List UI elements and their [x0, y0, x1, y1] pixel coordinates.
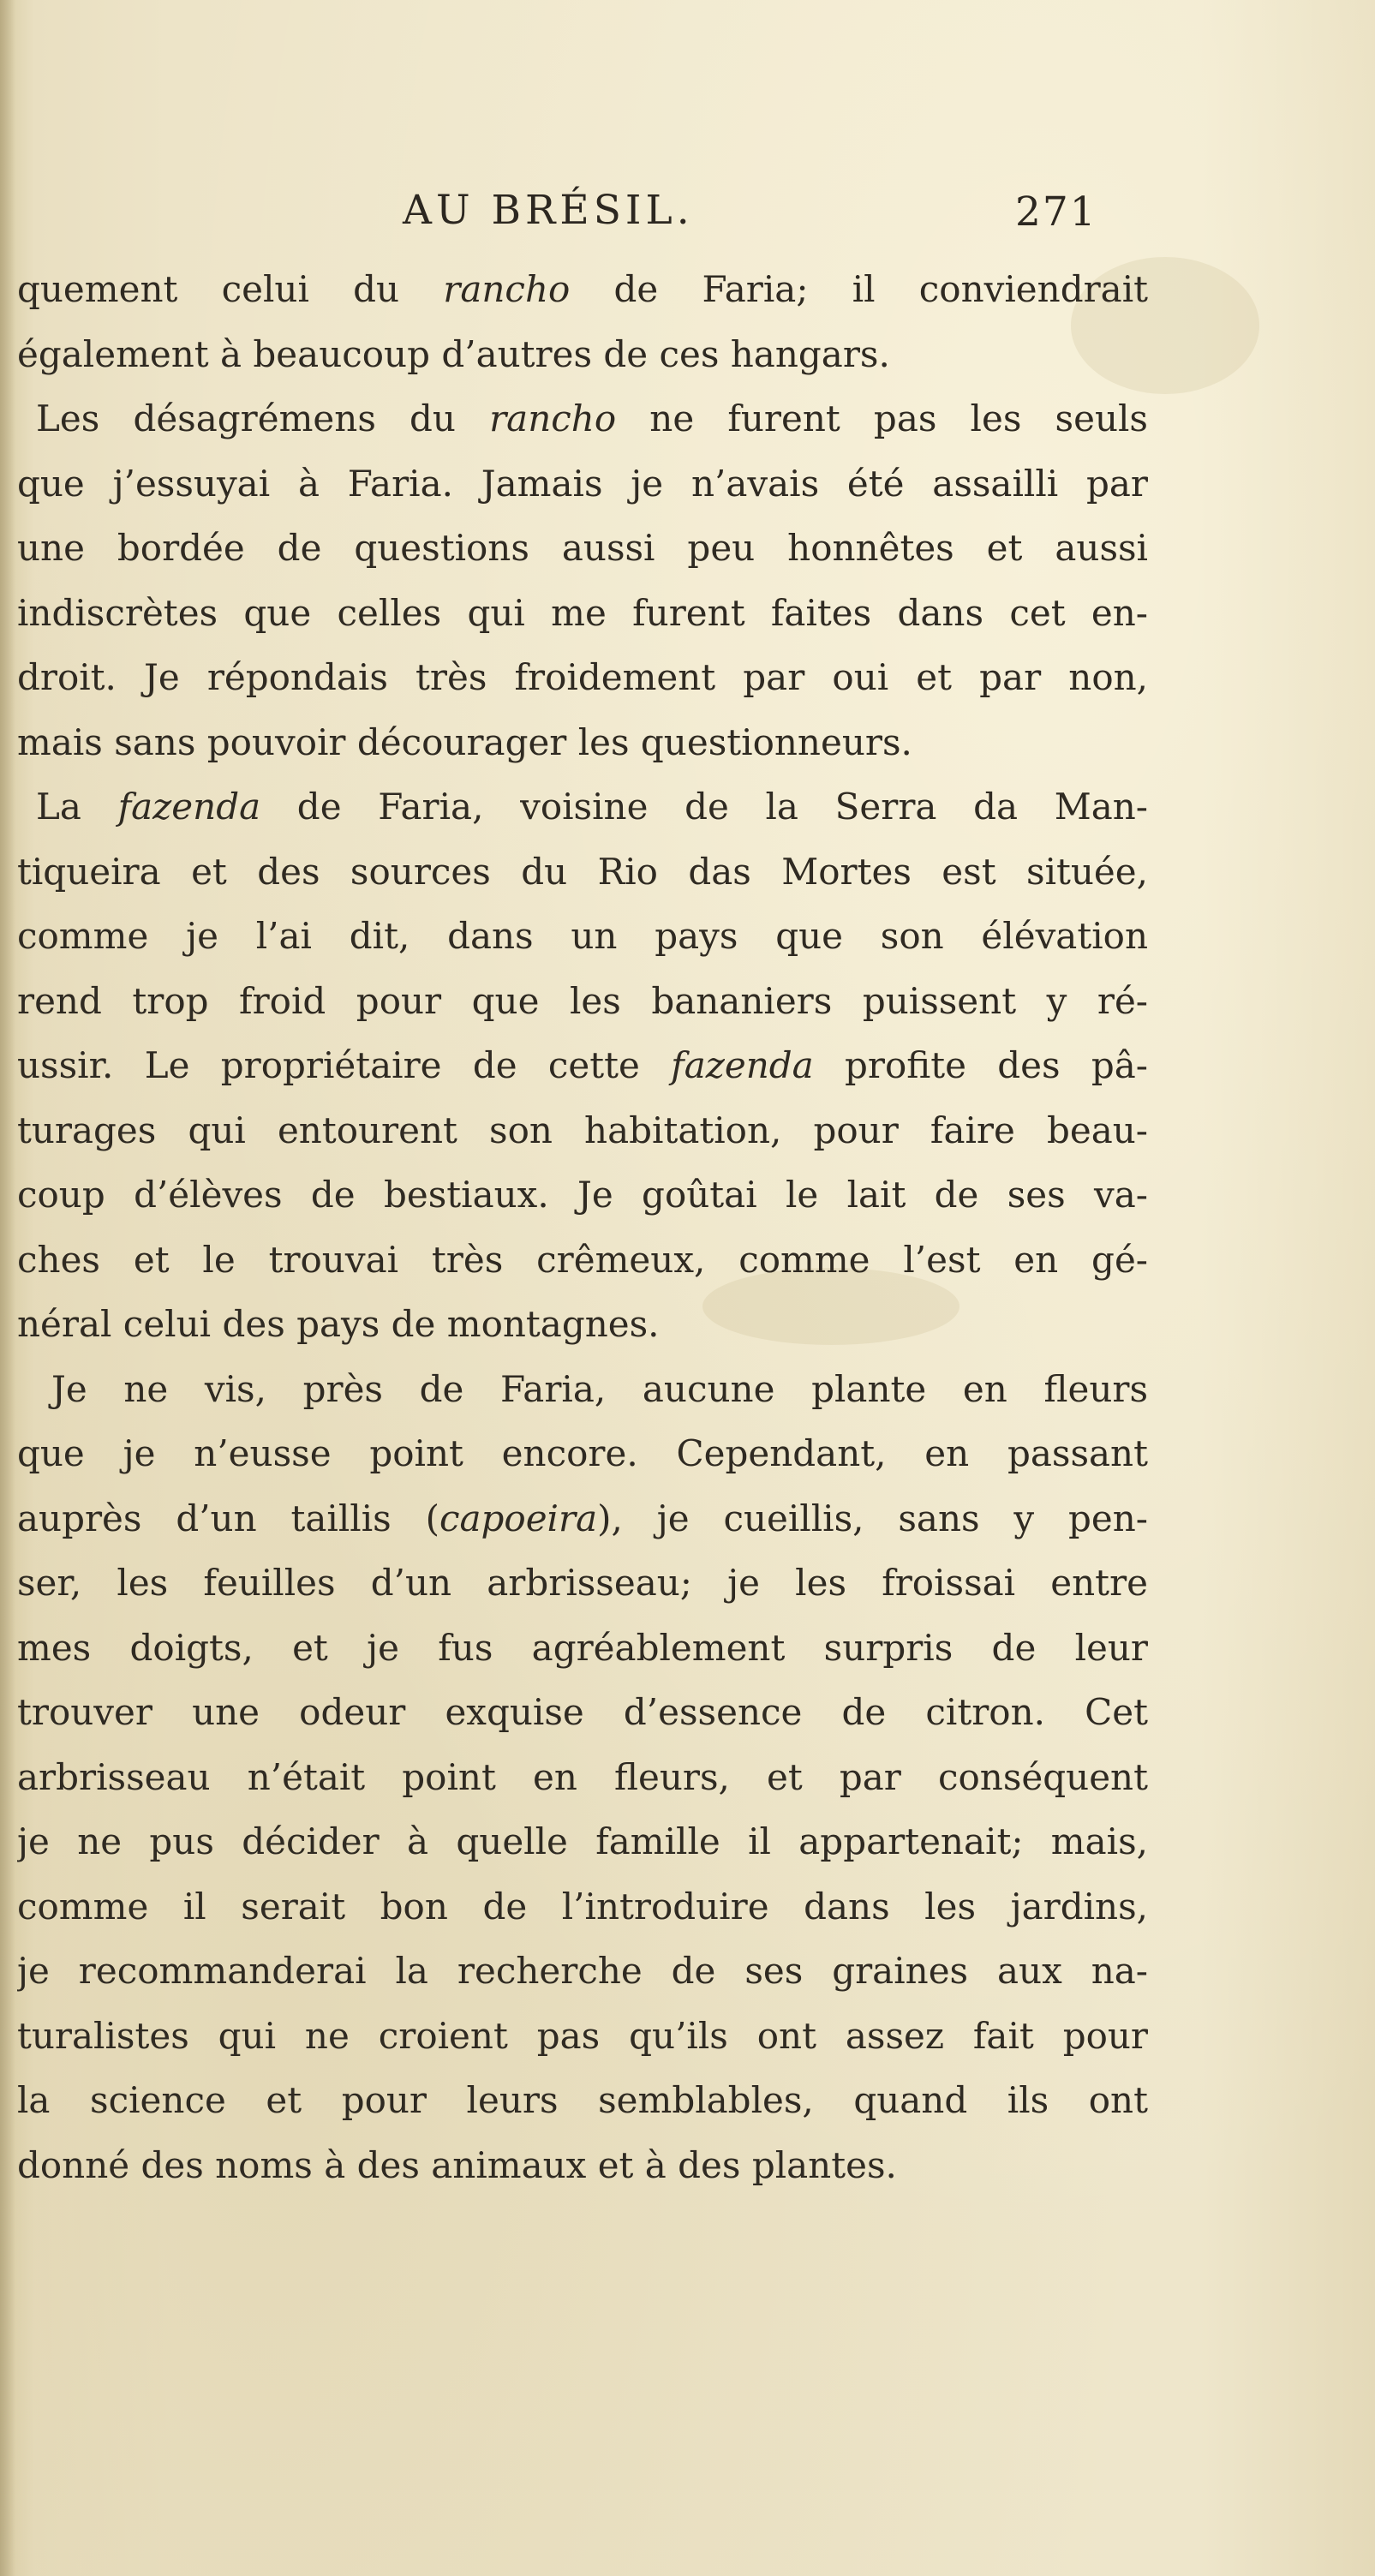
- text-line: donné des noms à des animaux et à des plantes.: [17, 2143, 897, 2186]
- running-head: AU BRÉSIL.: [403, 187, 694, 234]
- text-line: que j’essuyai à Faria. Jamais je n’avais été assailli par: [17, 462, 1148, 505]
- text-line: quement celui du rancho de Faria; il conviendrait: [17, 268, 1148, 310]
- text-line: indiscrètes que celles qui me furent faites dans cet en-: [17, 591, 1148, 634]
- text-line: également à beaucoup d’autres de ces hangars.: [17, 332, 890, 375]
- paragraph-first-line: La fazenda de Faria, voisine de la Serra da Man-: [36, 786, 1148, 828]
- text-line: comme je l’ai dit, dans un pays que son élévation: [17, 915, 1148, 957]
- text-line: comme il serait bon de l’introduire dans les jardins,: [17, 1885, 1148, 1928]
- text-line: ser, les feuilles d’un arbrisseau; je les froissai entre: [17, 1562, 1148, 1604]
- text-line: turages qui entourent son habitation, pour faire beau-: [17, 1109, 1148, 1151]
- text-line: arbrisseau n’était point en fleurs, et par conséquent: [17, 1755, 1148, 1798]
- text-line: droit. Je répondais très froidement par oui et par non,: [17, 656, 1148, 698]
- text-line: rend trop froid pour que les bananiers puissent y ré-: [17, 979, 1148, 1022]
- text-line: ussir. Le propriétaire de cette fazenda profite des pâ-: [17, 1044, 1148, 1086]
- text-line: mes doigts, et je fus agréablement surpris de leur: [17, 1626, 1148, 1669]
- text-line: que je n’eusse point encore. Cependant, en passant: [17, 1432, 1148, 1474]
- text-line: néral celui des pays de montagnes.: [17, 1303, 660, 1345]
- body-text: [17, 257, 1148, 2197]
- text-line: mais sans pouvoir décourager les questionneurs.: [17, 720, 912, 763]
- text-line: tiqueira et des sources du Rio das Mortes est située,: [17, 850, 1148, 893]
- paragraph-first-line: Les désagrémens du rancho ne furent pas les seuls: [36, 397, 1148, 439]
- text-line: je recommanderai la recherche de ses graines aux na-: [17, 1950, 1148, 1992]
- text-line: coup d’élèves de bestiaux. Je goûtai le lait de ses va-: [17, 1174, 1148, 1216]
- text-line: trouver une odeur exquise d’essence de citron. Cet: [17, 1691, 1148, 1733]
- text-line: auprès d’un taillis (capoeira), je cueillis, sans y pen-: [17, 1497, 1148, 1539]
- page-number: 271: [1015, 188, 1097, 236]
- text-line: turalistes qui ne croient pas qu’ils ont assez fait pour: [17, 2014, 1148, 2057]
- text-line: une bordée de questions aussi peu honnêtes et aussi: [17, 527, 1148, 569]
- page-gutter-shadow: [0, 0, 15, 2576]
- paragraph-first-line: Je ne vis, près de Faria, aucune plante en fleurs: [51, 1367, 1148, 1410]
- text-line: ches et le trouvai très crêmeux, comme l’est en gé-: [17, 1238, 1148, 1281]
- page-header: [0, 180, 1375, 240]
- text-line: la science et pour leurs semblables, quand ils ont: [17, 2079, 1148, 2121]
- text-line: je ne pus décider à quelle famille il appartenait; mais,: [17, 1820, 1148, 1862]
